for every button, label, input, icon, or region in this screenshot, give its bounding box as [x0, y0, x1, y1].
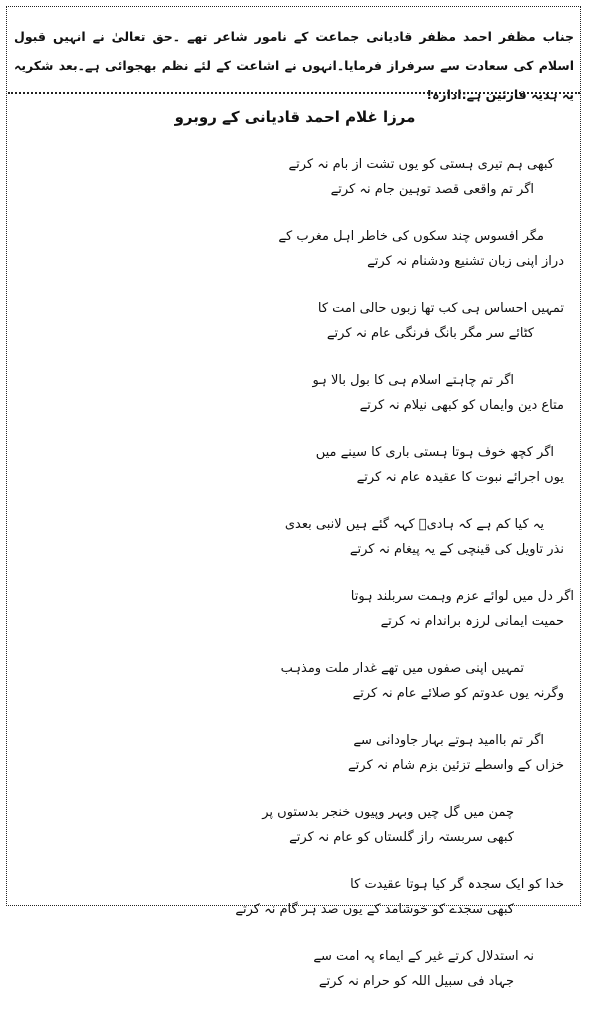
poem-line: مگر افسوس چند سکوں کی خاطر اہل مغرب کے	[278, 229, 544, 244]
poem-line: کبھی سجدے کو خوشامد کے یوں صد ہر گام نہ کرتے	[235, 902, 514, 917]
poem-line: متاع دین وایماں کو کبھی نیلام نہ کرتے	[359, 398, 564, 413]
poem-line: اگر کچھ خوف ہوتا ہستی باری کا سینے میں	[315, 445, 554, 460]
poem-line: یوں اجرائے نبوت کا عقیدہ عام نہ کرتے	[356, 470, 564, 485]
poem-line: خدا کو ایک سجدہ گر کیا ہوتا عقیدت کا	[350, 877, 564, 892]
stanza	[14, 944, 574, 994]
stanza	[14, 728, 574, 778]
poem-line: یہ کیا کم ہے کہ ہادیؐ کہہ گئے ہیں لانبی بعدی	[284, 517, 544, 532]
poem-line: نہ استدلال کرتے غیر کے ایماء پہ امت سے	[313, 949, 534, 964]
intro-note: جناب مظفر احمد مظفر قادیانی جماعت کے نامور شاعر تھے ۔حق تعالیٰ نے انہیں قبول اسلام کی سعادت سے سرفراز فرمایا۔انہوں نے اشاعت کے لئے نظم بھجوائی ہے۔بعد شکریہ یہ ہدیہ قارئین ہے:ادارہ!	[14, 29, 574, 102]
poem-line: اگر تم چاہتے اسلام ہی کا بول بالا ہو	[312, 373, 514, 388]
poem-line: دراز اپنی زبان تشنیع ودشنام نہ کرتے	[367, 254, 564, 269]
poem-line: تمہیں اپنی صفوں میں تھے غدار ملت ومذہب	[280, 661, 524, 676]
poem-line: جہاد فی سبیل اللہ کو حرام نہ کرتے	[318, 974, 514, 989]
stanza	[14, 584, 574, 634]
poem-line: کٹائے سر مگر بانگ فرنگی عام نہ کرتے	[326, 326, 534, 341]
stanza	[14, 440, 574, 490]
poem-line: اگر تم واقعی قصد توہین جام نہ کرتے	[330, 182, 534, 197]
poem-title: مرزا غلام احمد قادیانی کے روبرو	[174, 108, 416, 126]
poem-body	[14, 152, 574, 1016]
poem-line: اگر تم باامید ہوتے بہار جاودانی سے	[353, 733, 544, 748]
stanza	[14, 656, 574, 706]
poem-line: کبھی ہم تیری ہستی کو یوں تشت از بام نہ کرتے	[288, 157, 554, 172]
poem-line: وگرنہ یوں عدوتم کو صلائے عام نہ کرتے	[352, 686, 564, 701]
stanza	[14, 512, 574, 562]
poem-line: چمن میں گل چیں وبہر وپیوں خنجر بدستوں پر	[262, 805, 514, 820]
intro-divider	[8, 92, 580, 94]
poem-line: تمہیں احساس ہی کب تھا زبوں حالی امت کا	[317, 301, 564, 316]
stanza	[14, 872, 574, 922]
stanza	[14, 368, 574, 418]
stanza	[14, 152, 574, 202]
stanza	[14, 800, 574, 850]
poem-line: حمیت ایمانی لرزہ براندام نہ کرتے	[380, 614, 564, 629]
poem-line: اگر دل میں لوائے عزم وہمت سربلند ہوتا	[350, 589, 574, 604]
stanza	[14, 296, 574, 346]
poem-line: نذر تاویل کی قینچی کے یہ پیغام نہ کرتے	[349, 542, 564, 557]
stanza	[14, 224, 574, 274]
poem-line: خزاں کے واسطے تزئین بزم شام نہ کرتے	[348, 758, 564, 773]
poem-line: کبھی سربستہ راز گلستاں کو عام نہ کرتے	[289, 830, 514, 845]
